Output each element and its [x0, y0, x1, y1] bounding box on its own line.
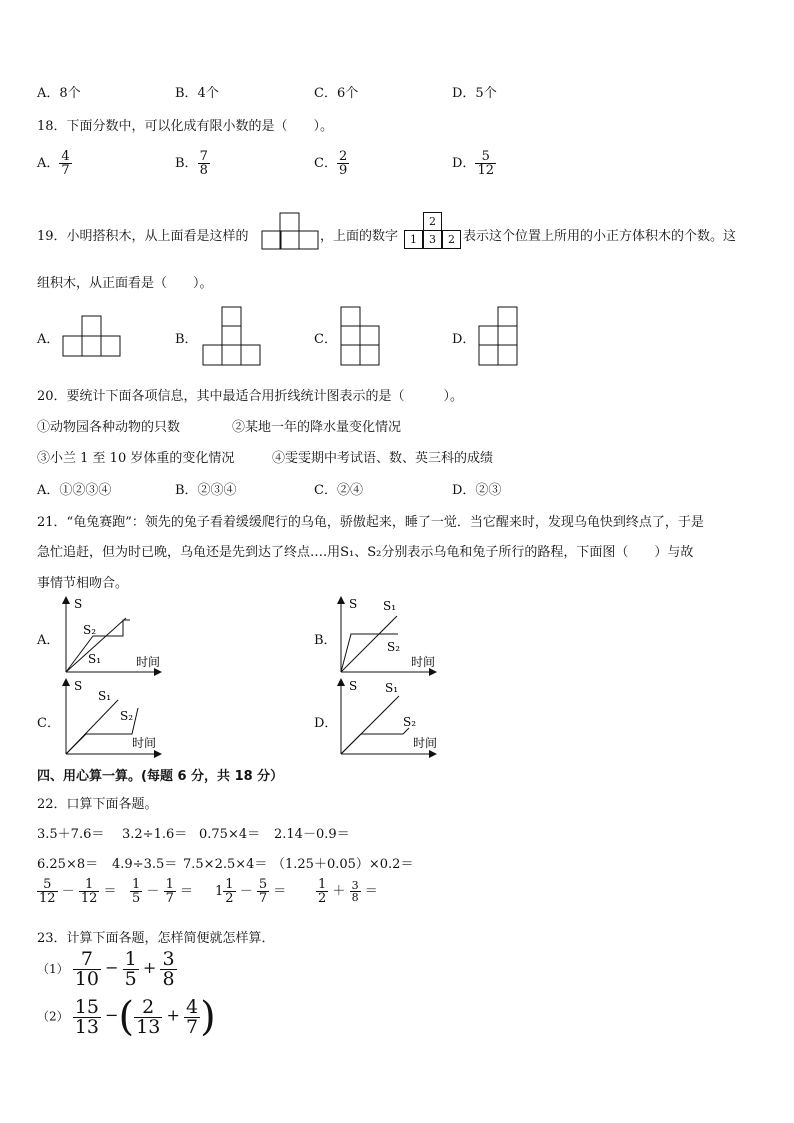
q21-graph-c-y-label: S: [74, 679, 83, 693]
q20-option-d: D．②③: [452, 483, 502, 498]
q18-option-c: C． $\frac{2}{9}$: [314, 149, 348, 178]
q22-row2-e2: 4.9÷3.5＝: [112, 857, 178, 872]
section-4-title: 四、用心算一算。(每题 6 分，共 18 分）: [37, 769, 284, 784]
q23-part-2: （2） $\frac{15}{13}$ −( $\frac{2}{13}$ + $\frac{4}{7}$ ): [37, 994, 216, 1040]
q22-row3-e3: 1 $\frac{1}{2}$ － $\frac{5}{7}$ ＝: [215, 877, 287, 906]
q22-row3-e1: $\frac{5}{12}$ － $\frac{1}{12}$ ＝: [39, 877, 117, 906]
q19-number-figure: [404, 212, 462, 250]
q19-stem-part1: 19．小明搭积木，从上面看是这样的: [37, 229, 249, 244]
q21-graph-c-s1-line: [66, 700, 118, 754]
q23-part-1: （1） $\frac{7}{10}$ − $\frac{1}{5}$ + $\frac{3}{8}$: [37, 948, 175, 990]
q19-option-c-figure: [340, 306, 382, 366]
q19-digit-right: 2: [442, 230, 461, 249]
q17-option-c: C．6个: [314, 86, 359, 101]
q21-graph-d-s1-line: [341, 696, 399, 754]
q19-digit-left: 1: [404, 230, 423, 249]
q21-graph-c-s1-label: S₁: [98, 689, 112, 703]
q21-graph-b-s2-label: S₂: [387, 640, 401, 654]
q20-option-c: C．②④: [314, 483, 363, 498]
q19-option-c-label: C．: [314, 332, 337, 347]
q21-graph-a-s1-label: S₁: [88, 652, 102, 666]
q22-row1-e4: 2.14－0.9＝: [274, 827, 350, 842]
q22-row2-e4: （1.25＋0.05）×0.2＝: [272, 857, 414, 872]
q21-graph-b-y-label: S: [349, 597, 358, 611]
q22-row2-e1: 6.25×8＝: [37, 857, 99, 872]
q22-stem: 22．口算下面各题。: [37, 797, 158, 812]
q21-graph-a: [58, 596, 166, 678]
q21-graph-d-s2-line: [341, 728, 409, 754]
q17-option-d: D．5个: [452, 86, 497, 101]
q21-line-3: 事情节相吻合。: [37, 576, 129, 591]
q21-graph-a-x-label: 时间: [136, 655, 161, 669]
q21-line-2: 急忙追赶，但为时已晚，乌龟还是先到达了终点….用S₁、S₂分别表示乌龟和兔子所行的路程，下面图（ ）与故: [37, 545, 694, 560]
q21-graph-c-s2-label: S₂: [120, 709, 134, 723]
q21-graph-b-x-label: 时间: [411, 655, 436, 669]
q21-graph-b: [333, 596, 441, 678]
q19-option-b-label: B．: [175, 332, 198, 347]
q21-graph-b-s1-label: S₁: [383, 599, 397, 613]
q22-row2-e3: 7.5×2.5×4＝: [183, 857, 268, 872]
q20-item-2: ②某地一年的降水量变化情况: [232, 420, 402, 435]
q17-option-a: A．8个: [37, 86, 81, 101]
q21-graph-c-x-label: 时间: [132, 736, 157, 750]
q19-option-a-figure: [62, 315, 122, 357]
q21-option-c-label: C．: [37, 716, 60, 731]
q19-top-view-figure: [261, 212, 319, 250]
q21-graph-a-s2-label: S₂: [83, 623, 97, 637]
q21-option-d-label: D．: [314, 716, 338, 731]
q21-line-1: 21．“龟兔赛跑”：领先的兔子看着缓缓爬行的乌龟，骄傲起来，睡了一觉．当它醒来时，发现乌龟快到终点了，于是: [37, 515, 704, 530]
q21-graph-d-x-label: 时间: [413, 736, 438, 750]
q19-option-d-label: D．: [452, 332, 476, 347]
q18-option-d: D． $\frac{5}{12}$: [452, 149, 494, 178]
q18-option-a: A． $\frac{4}{7}$: [37, 149, 70, 178]
q17-option-b: B．4个: [175, 86, 219, 101]
q19-digit-middle: 3: [423, 230, 442, 249]
q21-graph-a-y-label: S: [74, 597, 83, 611]
q20-option-a: A．①②③④: [37, 483, 112, 498]
q20-item-1: ①动物园各种动物的只数: [37, 420, 181, 435]
q20-item-4: ④雯雯期中考试语、数、英三科的成绩: [272, 451, 494, 466]
q21-graph-d-s2-label: S₂: [403, 715, 417, 729]
q19-option-a-label: A．: [37, 332, 60, 347]
q21-option-b-label: B．: [314, 633, 337, 648]
q19-option-d-figure: [478, 306, 520, 366]
q18-stem: 18．下面分数中，可以化成有限小数的是（ ）。: [37, 119, 334, 134]
q21-graph-d: [333, 678, 441, 760]
q22-row1-e2: 3.2÷1.6＝: [122, 827, 188, 842]
q22-row1-e1: 3.5＋7.6＝: [37, 827, 105, 842]
q19-stem-line2: 组积木，从正面看是（ ）。: [37, 276, 213, 291]
q22-row3-e2: $\frac{1}{5}$ － $\frac{1}{7}$ ＝: [132, 877, 194, 906]
q21-option-a-label: A．: [37, 633, 60, 648]
q22-row1-e3: 0.75×4＝: [199, 827, 261, 842]
q21-graph-d-s1-label: S₁: [385, 681, 399, 695]
q23-stem: 23．计算下面各题，怎样简便就怎样算．: [37, 931, 275, 946]
q19-digit-top: 2: [423, 212, 442, 231]
q19-stem-part3: 表示这个位置上所用的小正方体积木的个数。这: [463, 229, 737, 244]
q21-graph-d-y-label: S: [349, 679, 358, 693]
q20-option-b: B．②③④: [175, 483, 237, 498]
q19-option-b-figure: [202, 306, 262, 366]
q22-row3-e4: $\frac{1}{2}$ ＋ $\frac{3}{8}$ ＝: [318, 877, 378, 906]
q21-graph-c: [58, 678, 166, 760]
q20-stem: 20．要统计下面各项信息，其中最适合用折线统计图表示的是（ ）。: [37, 389, 464, 404]
q19-stem-part2: ，上面的数字: [320, 229, 399, 244]
q18-option-b: B． $\frac{7}{8}$: [175, 149, 208, 178]
q20-item-3: ③小兰 1 至 10 岁体重的变化情况: [37, 451, 235, 466]
